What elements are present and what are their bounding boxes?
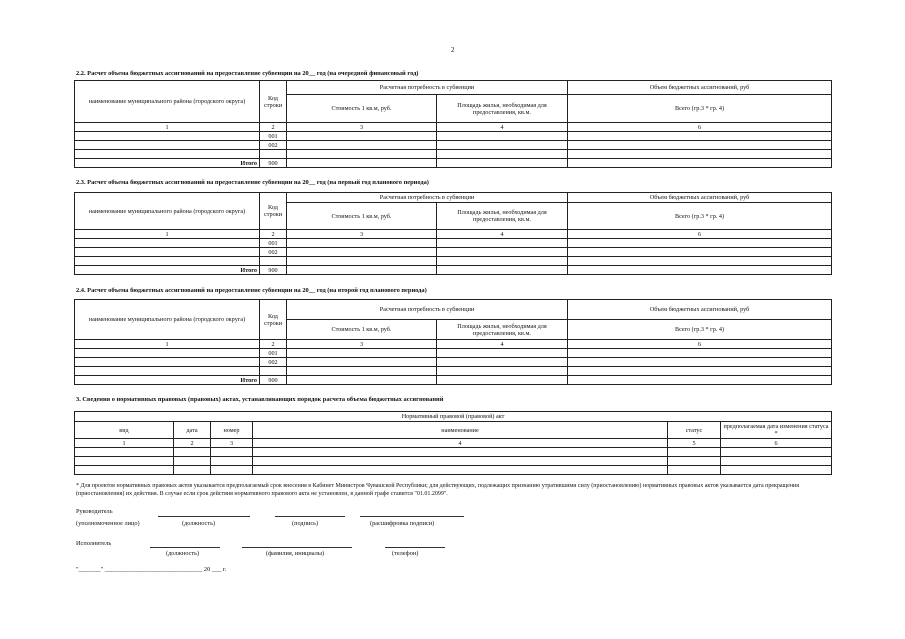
table-row	[75, 150, 832, 159]
total-row	[75, 159, 832, 168]
col-header-cost: Стоимость 1 кв.м, руб.	[287, 203, 437, 230]
col-header-code: Код строки	[260, 300, 287, 340]
cell[interactable]	[668, 448, 721, 457]
cell[interactable]	[75, 367, 260, 376]
position-label: (должность)	[182, 520, 216, 527]
total-label: Итого	[75, 376, 260, 385]
col-number: 4	[253, 439, 668, 448]
cell[interactable]	[437, 141, 568, 150]
cell[interactable]	[287, 257, 437, 266]
col-header-status: статус	[668, 422, 721, 439]
total-code: 900	[260, 159, 287, 168]
row-code	[260, 257, 287, 266]
col-header-code: Код строки	[260, 81, 287, 123]
position-line[interactable]	[158, 516, 250, 517]
phone-label: (телефон)	[392, 550, 419, 557]
cell[interactable]	[437, 159, 568, 168]
row-code: 001	[260, 239, 287, 248]
head-label: Руководитель	[76, 508, 113, 515]
table-row	[75, 141, 832, 150]
cell[interactable]	[253, 448, 668, 457]
total-label: Итого	[75, 159, 260, 168]
cell[interactable]	[568, 141, 832, 150]
name-initials-label: (фамилия, инициалы)	[266, 550, 325, 557]
cell[interactable]	[75, 257, 260, 266]
cell[interactable]	[568, 358, 832, 367]
col-number: 4	[437, 123, 568, 132]
cell[interactable]	[568, 349, 832, 358]
cell[interactable]	[287, 248, 437, 257]
cell[interactable]	[75, 457, 174, 466]
col-header-need: Расчетная потребность в субвенции	[287, 193, 568, 203]
col-number: 1	[75, 230, 260, 239]
col-header-volume: Объем бюджетных ассигнований, руб	[568, 193, 832, 203]
cell[interactable]	[437, 150, 568, 159]
cell[interactable]	[437, 349, 568, 358]
col-header-volume: Объем бюджетных ассигнований, руб	[568, 300, 832, 320]
row-code	[260, 367, 287, 376]
executor-position-line[interactable]	[150, 547, 220, 548]
cell[interactable]	[211, 457, 253, 466]
authorized-person-label: (уполномоченное лицо)	[76, 520, 140, 527]
col-number: 3	[287, 340, 437, 349]
cell[interactable]	[174, 448, 211, 457]
cell[interactable]	[568, 266, 832, 275]
cell[interactable]	[253, 466, 668, 475]
table-row	[75, 349, 832, 358]
cell[interactable]	[437, 376, 568, 385]
cell[interactable]	[437, 248, 568, 257]
cell[interactable]	[437, 266, 568, 275]
executor-name-line[interactable]	[242, 547, 352, 548]
cell[interactable]	[287, 150, 437, 159]
col-number: 6	[568, 230, 832, 239]
section-heading-2-4: 2.4. Расчет объема бюджетных ассигнований на предоставление субвенции на 20__ год (на второй год планового периода)	[76, 287, 427, 294]
col-number: 1	[75, 340, 260, 349]
col-number: 2	[260, 123, 287, 132]
col-header-volume: Объем бюджетных ассигнований, руб	[568, 81, 832, 95]
cell[interactable]	[287, 239, 437, 248]
col-header-district: наименование муниципального района (городского округа)	[75, 193, 260, 230]
cell[interactable]	[287, 141, 437, 150]
col-number: 2	[174, 439, 211, 448]
cell[interactable]	[568, 159, 832, 168]
table-row	[75, 457, 832, 466]
col-header-cost: Стоимость 1 кв.м, руб.	[287, 320, 437, 340]
col-header-district: наименование муниципального района (городского округа)	[75, 300, 260, 340]
legal-acts-group-header: Нормативный правовой (правовой) акт	[75, 412, 832, 422]
col-header-code: Код строки	[260, 193, 287, 230]
section-heading-2-2: 2.2. Расчет объема бюджетных ассигнований на предоставление субвенции на 20__ год (на очередной финансовый год)	[76, 70, 419, 77]
col-number: 3	[287, 230, 437, 239]
legal-acts-table	[74, 411, 832, 475]
col-header-total: Всего (гр.3 * гр. 4)	[568, 203, 832, 230]
cell[interactable]	[568, 239, 832, 248]
cell[interactable]	[437, 358, 568, 367]
col-header-total: Всего (гр.3 * гр. 4)	[568, 320, 832, 340]
total-code: 900	[260, 376, 287, 385]
date-line: "_______" _______________________________ 20 ___ г.	[76, 566, 227, 573]
cell[interactable]	[287, 367, 437, 376]
cell[interactable]	[211, 466, 253, 475]
col-number: 4	[437, 340, 568, 349]
signature-line[interactable]	[275, 516, 345, 517]
cell[interactable]	[721, 448, 832, 457]
cell[interactable]	[437, 367, 568, 376]
col-header-number: номер	[211, 422, 253, 439]
cell[interactable]	[75, 248, 260, 257]
row-code: 002	[260, 248, 287, 257]
total-code: 900	[260, 266, 287, 275]
total-label: Итого	[75, 266, 260, 275]
cell[interactable]	[668, 466, 721, 475]
cell[interactable]	[75, 150, 260, 159]
col-number: 1	[75, 123, 260, 132]
page-number: 2	[451, 46, 455, 54]
cell[interactable]	[287, 159, 437, 168]
subsidy-table-2-2	[74, 80, 832, 168]
cell[interactable]	[568, 132, 832, 141]
table-row	[75, 358, 832, 367]
cell[interactable]	[437, 239, 568, 248]
col-header-district: наименование муниципального района (городского округа)	[75, 81, 260, 123]
col-header-total: Всего (гр.3 * гр. 4)	[568, 95, 832, 123]
cell[interactable]	[174, 466, 211, 475]
col-number: 5	[668, 439, 721, 448]
cell[interactable]	[287, 358, 437, 367]
col-header-area: Площадь жилья, необходимая для предоставления, кв.м.	[437, 95, 568, 123]
col-header-name: наименование	[253, 422, 668, 439]
cell[interactable]	[75, 239, 260, 248]
cell[interactable]	[668, 457, 721, 466]
col-number: 4	[437, 230, 568, 239]
decryption-line[interactable]	[360, 516, 464, 517]
cell[interactable]	[287, 266, 437, 275]
cell[interactable]	[287, 349, 437, 358]
section-heading-3: 3. Сведения о нормативных правовых (правовых) актах, устанавливающих порядок расчета объема бюджетных ассигнований	[76, 396, 444, 403]
cell[interactable]	[568, 376, 832, 385]
cell[interactable]	[75, 448, 174, 457]
subsidy-table-2-4	[74, 299, 832, 385]
footnote: * Для проектов нормативных правовых актов указывается предполагаемый срок внесения в Кабинет Министров Чувашской Республики; для действующих, подлежащих признанию утратившими силу (приостановлению) нормативных правовых актов указывается дата прекращения (приостановления) их действия. В случае если срок действия нормативного правового акта не установлен, в данной графе ставится "01.01.2099".	[76, 483, 800, 497]
table-row	[75, 248, 832, 257]
total-row	[75, 266, 832, 275]
row-code: 002	[260, 358, 287, 367]
cell[interactable]	[568, 257, 832, 266]
col-header-area: Площадь жилья, необходимая для предоставления, кв.м.	[437, 203, 568, 230]
total-row	[75, 376, 832, 385]
row-code	[260, 150, 287, 159]
cell[interactable]	[721, 457, 832, 466]
col-header-change-date: предполагаемая дата изменения статуса *	[721, 422, 832, 439]
row-code: 001	[260, 132, 287, 141]
table-row	[75, 367, 832, 376]
col-number: 1	[75, 439, 174, 448]
signature-label: (подпись)	[292, 520, 319, 527]
col-number: 3	[287, 123, 437, 132]
table-row	[75, 466, 832, 475]
row-code: 002	[260, 141, 287, 150]
col-header-area: Площадь жилья, необходимая для предоставления, кв.м.	[437, 320, 568, 340]
col-header-need: Расчетная потребность в субвенции	[287, 300, 568, 320]
col-header-date: дата	[174, 422, 211, 439]
cell[interactable]	[721, 466, 832, 475]
cell[interactable]	[253, 457, 668, 466]
section-heading-2-3: 2.3. Расчет объема бюджетных ассигнований на предоставление субвенции на 20__ год (на первый год планового периода)	[76, 179, 429, 186]
subsidy-table-2-3	[74, 192, 832, 275]
cell[interactable]	[287, 376, 437, 385]
cell[interactable]	[75, 466, 174, 475]
col-header-need: Расчетная потребность в субвенции	[287, 81, 568, 95]
col-number: 2	[260, 340, 287, 349]
col-number: 6	[568, 123, 832, 132]
cell[interactable]	[437, 132, 568, 141]
cell[interactable]	[75, 141, 260, 150]
cell[interactable]	[174, 457, 211, 466]
col-number: 6	[721, 439, 832, 448]
col-header-cost: Стоимость 1 кв.м, руб.	[287, 95, 437, 123]
col-number: 6	[568, 340, 832, 349]
cell[interactable]	[211, 448, 253, 457]
col-number: 3	[211, 439, 253, 448]
table-row	[75, 448, 832, 457]
table-row	[75, 257, 832, 266]
table-row	[75, 132, 832, 141]
decryption-label: (расшифровка подписи)	[370, 520, 435, 527]
executor-position-label: (должность)	[166, 550, 200, 557]
col-number: 2	[260, 230, 287, 239]
cell[interactable]	[287, 132, 437, 141]
row-code: 001	[260, 349, 287, 358]
cell[interactable]	[568, 248, 832, 257]
cell[interactable]	[437, 257, 568, 266]
cell[interactable]	[75, 358, 260, 367]
executor-label: Исполнитель	[76, 540, 112, 547]
cell[interactable]	[75, 349, 260, 358]
cell[interactable]	[568, 367, 832, 376]
cell[interactable]	[75, 132, 260, 141]
cell[interactable]	[568, 150, 832, 159]
table-row	[75, 239, 832, 248]
executor-phone-line[interactable]	[385, 547, 445, 548]
col-header-type: вид	[75, 422, 174, 439]
